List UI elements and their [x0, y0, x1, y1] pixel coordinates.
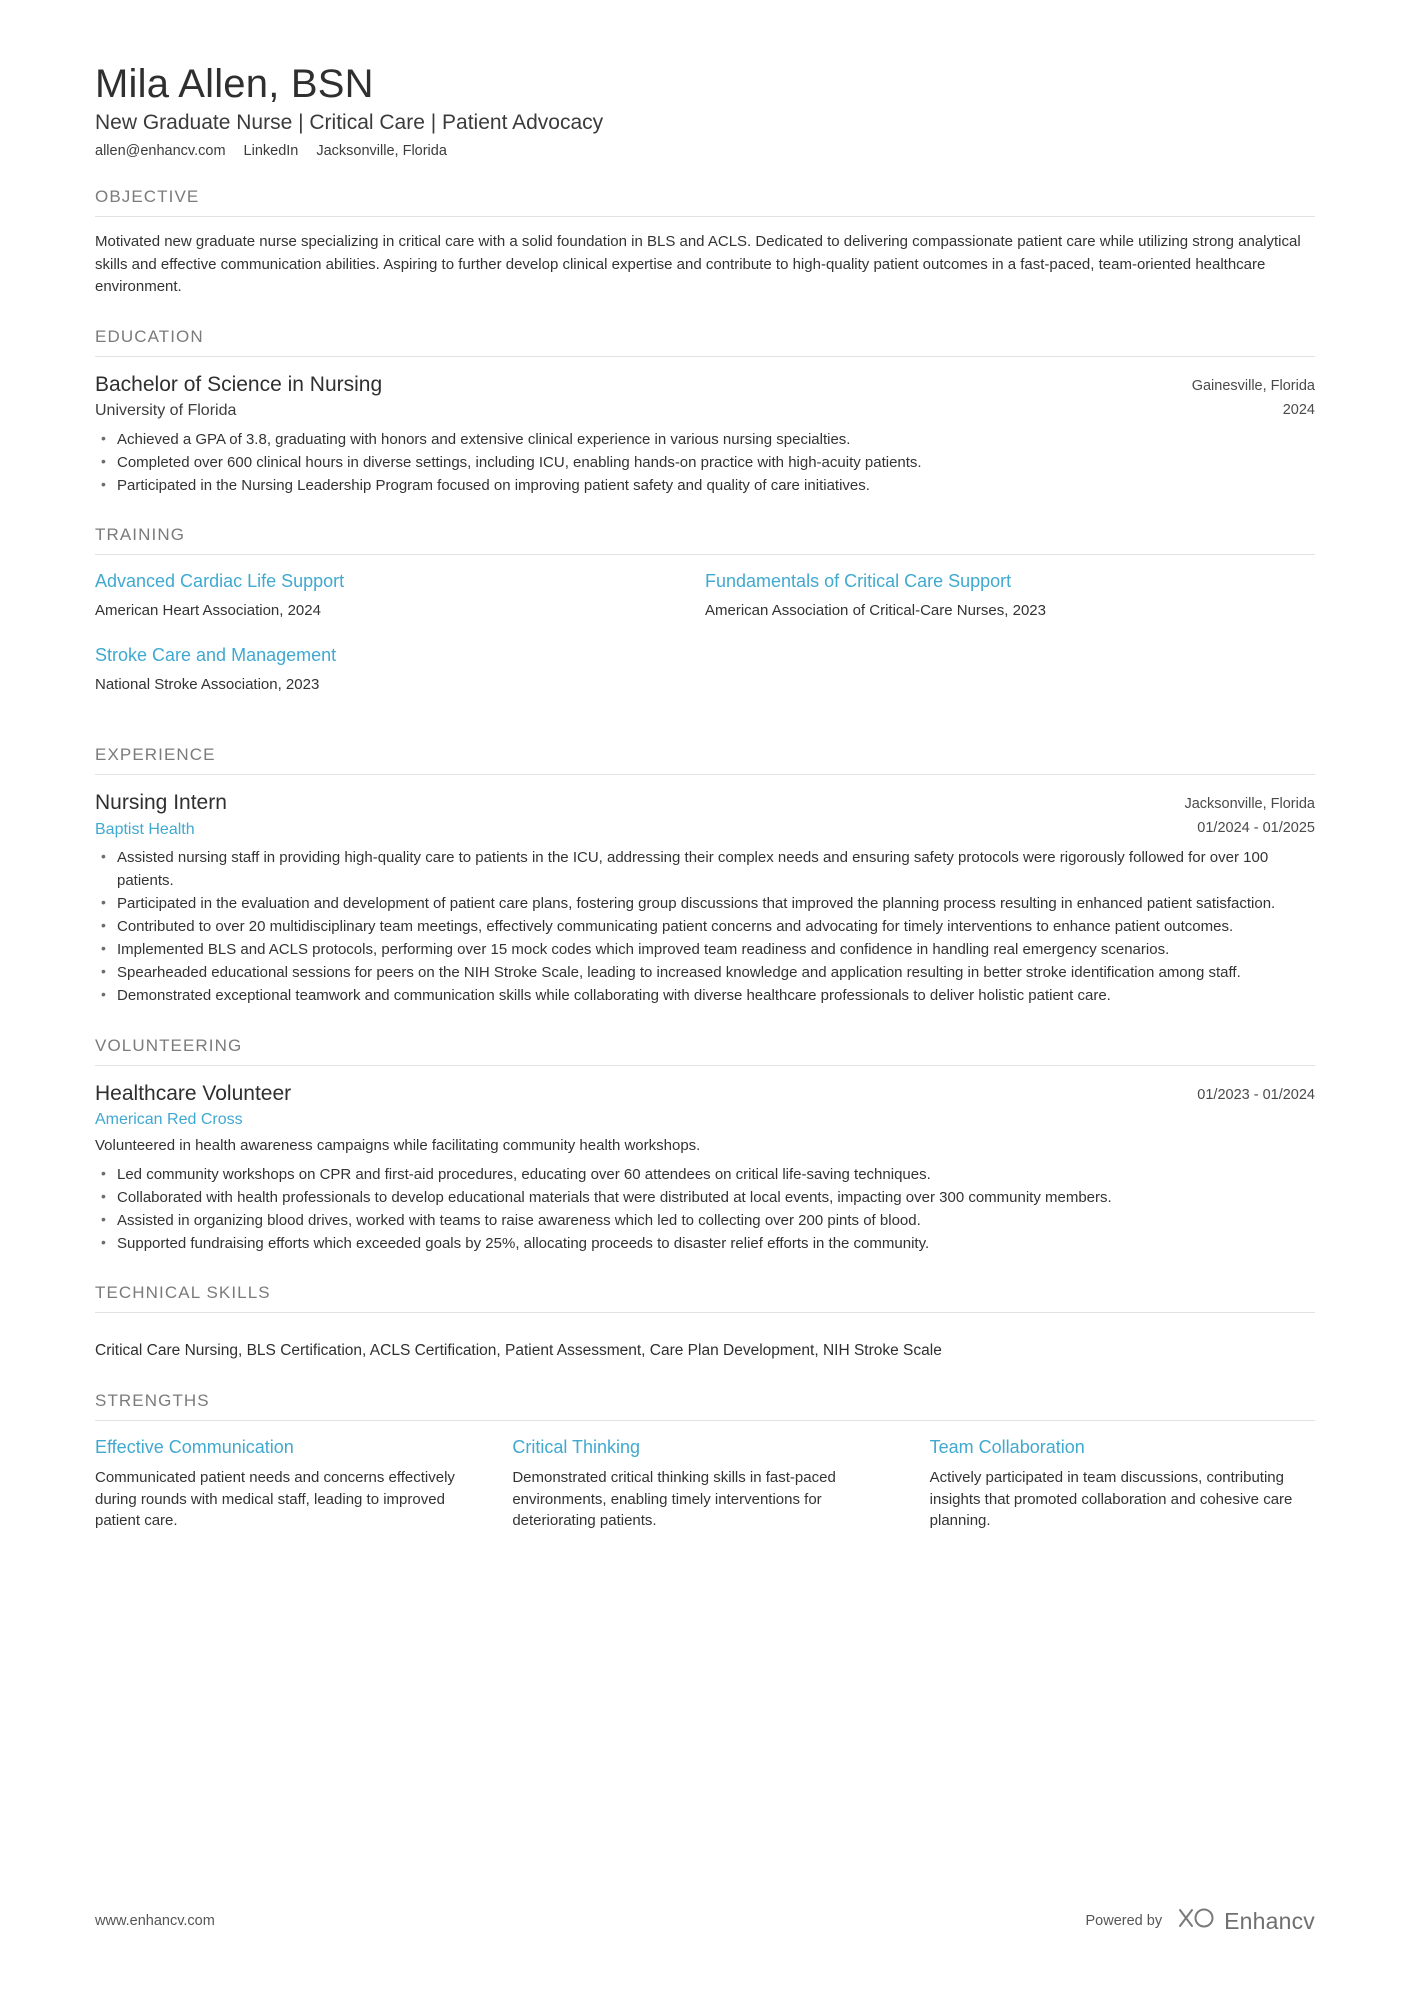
- objective-text: Motivated new graduate nurse specializing in critical care with a solid foundation in BLS and ACLS. Dedicated to delivering compassionate patient care while utilizing strong analytical skills and effective communication abilities. Aspiring to further develop clinical expertise and contribute to high-quality patient outcomes in a fast-paced, team-oriented healthcare environment.: [95, 233, 1301, 296]
- list-item: • Spearheaded educational sessions for peers on the NIH Stroke Scale, leading to increased knowledge and application resulting in better stroke identification among staff.: [95, 962, 1315, 984]
- footer-powered-by: [1086, 1905, 1316, 1937]
- section-title-objective: OBJECTIVE: [95, 187, 1315, 217]
- volunteering-entry-left: [95, 1080, 1197, 1132]
- list-item: • Assisted nursing staff in providing high-quality care to patients in the ICU, addressing their complex needs and ensuring safety protocols were rigorously followed for over 100 patients.: [95, 847, 1315, 891]
- contact-email[interactable]: allen@enhancv.com: [95, 143, 226, 160]
- volunteering-entry-head: [95, 1080, 1315, 1132]
- section-title-training: TRAINING: [95, 525, 1315, 555]
- volunteering-role: Healthcare Volunteer: [95, 1081, 292, 1105]
- section-education: [95, 327, 1315, 497]
- strength-text: Communicated patient needs and concerns effectively during rounds with medical staff, leading to improved patient care.: [95, 1468, 455, 1530]
- list-item: • Participated in the evaluation and development of patient care plans, fostering group discussions that improved the planning process resulting in enhanced patient satisfaction.: [95, 893, 1315, 915]
- education-degree: Bachelor of Science in Nursing: [95, 372, 383, 396]
- volunteering-bullets: [95, 1164, 1315, 1256]
- strength-item: [95, 1435, 480, 1532]
- contact-location: Jacksonville, Florida: [316, 143, 447, 160]
- experience-entry: [95, 789, 1315, 1007]
- candidate-headline: New Graduate Nurse | Critical Care | Patient Advocacy: [95, 111, 604, 134]
- strength-name: Team Collaboration: [929, 1436, 1085, 1457]
- education-school: University of Florida: [95, 402, 237, 420]
- education-bullets: [95, 429, 1315, 498]
- strength-item: [512, 1435, 897, 1532]
- strength-name: Effective Communication: [95, 1436, 294, 1457]
- strength-name: Critical Thinking: [512, 1436, 641, 1457]
- training-name: Advanced Cardiac Life Support: [95, 571, 345, 592]
- experience-meta: [1184, 789, 1315, 841]
- list-item: • Participated in the Nursing Leadership Program focused on improving patient safety and quality of care initiatives.: [95, 475, 1315, 497]
- section-title-technical-skills: TECHNICAL SKILLS: [95, 1283, 1315, 1313]
- candidate-name: Mila Allen, BSN: [95, 62, 374, 106]
- training-name: Fundamentals of Critical Care Support: [705, 571, 1012, 592]
- experience-entry-left: [95, 789, 1184, 841]
- section-volunteering: [95, 1036, 1315, 1256]
- strengths-grid: [95, 1435, 1315, 1532]
- training-provider: American Heart Association, 2024: [95, 602, 321, 620]
- section-training: [95, 525, 1315, 717]
- volunteering-entry: [95, 1080, 1315, 1256]
- education-entry-left: [95, 371, 1192, 423]
- volunteering-meta: [1197, 1080, 1315, 1108]
- contact-linkedin[interactable]: LinkedIn: [243, 143, 299, 160]
- resume-header: [95, 62, 1315, 159]
- contact-row: [95, 143, 1315, 159]
- experience-role: Nursing Intern: [95, 791, 227, 815]
- enhancv-wordmark: Enhancv: [1224, 1907, 1315, 1934]
- education-date: 2024: [1282, 401, 1315, 418]
- experience-company[interactable]: Baptist Health: [95, 820, 195, 838]
- list-item: • Demonstrated exceptional teamwork and communication skills while collaborating with diverse healthcare professionals to deliver holistic patient care.: [95, 985, 1315, 1007]
- volunteering-organization[interactable]: American Red Cross: [95, 1110, 243, 1128]
- list-item: • Collaborated with health professionals to develop educational materials that were distributed at local events, impacting over 300 community members.: [95, 1187, 1315, 1209]
- enhancv-brand: [1176, 1905, 1315, 1937]
- section-strengths: [95, 1391, 1315, 1532]
- section-title-education: EDUCATION: [95, 327, 1315, 357]
- strength-text: Demonstrated critical thinking skills in fast-paced environments, enabling timely interventions for deteriorating patients.: [512, 1468, 836, 1530]
- list-item: • Contributed to over 20 multidisciplinary team meetings, effectively communicating patient concerns and advocating for timely interventions to enhance patient outcomes.: [95, 916, 1315, 938]
- section-title-strengths: STRENGTHS: [95, 1391, 1315, 1421]
- training-name: Stroke Care and Management: [95, 645, 337, 666]
- section-objective: [95, 187, 1315, 299]
- section-technical-skills: [95, 1283, 1315, 1362]
- section-experience: [95, 745, 1315, 1007]
- resume-footer: [95, 1905, 1315, 1937]
- training-grid: [95, 569, 1315, 717]
- education-location: Gainesville, Florida: [1191, 377, 1315, 394]
- section-title-volunteering: VOLUNTEERING: [95, 1036, 1315, 1066]
- training-provider: American Association of Critical-Care Nurses, 2023: [705, 602, 1046, 620]
- training-item: [95, 643, 705, 695]
- experience-bullets: [95, 847, 1315, 1007]
- list-item: • Completed over 600 clinical hours in diverse settings, including ICU, enabling hands-on practice with high-acuity patients.: [95, 452, 1315, 474]
- list-item: • Supported fundraising efforts which exceeded goals by 25%, allocating proceeds to disaster relief efforts in the community.: [95, 1233, 1315, 1255]
- enhancv-logo-icon: [1176, 1905, 1216, 1937]
- list-item: • Achieved a GPA of 3.8, graduating with honors and extensive clinical experience in various nursing specialties.: [95, 429, 1315, 451]
- training-item: [705, 569, 1315, 621]
- volunteering-date: 01/2023 - 01/2024: [1197, 1086, 1315, 1103]
- strength-text: Actively participated in team discussions, contributing insights that promoted collaboration and cohesive care planning.: [929, 1468, 1293, 1530]
- experience-entry-head: [95, 789, 1315, 841]
- volunteering-summary: Volunteered in health awareness campaigns while facilitating community health workshops.: [95, 1137, 701, 1155]
- experience-location: Jacksonville, Florida: [1184, 796, 1315, 813]
- section-title-experience: EXPERIENCE: [95, 745, 1315, 775]
- training-item: [95, 569, 705, 621]
- education-entry: [95, 371, 1315, 497]
- experience-date: 01/2024 - 01/2025: [1197, 820, 1315, 837]
- technical-skills-list: Critical Care Nursing, BLS Certification, ACLS Certification, Patient Assessment, Care Plan Development, NIH Stroke Scale: [95, 1342, 942, 1360]
- education-entry-head: [95, 371, 1315, 423]
- strength-item: [930, 1435, 1315, 1532]
- training-provider: National Stroke Association, 2023: [95, 676, 320, 694]
- footer-website[interactable]: www.enhancv.com: [95, 1913, 215, 1929]
- list-item: • Implemented BLS and ACLS protocols, performing over 15 mock codes which improved team readiness and confidence in handling real emergency scenarios.: [95, 939, 1315, 961]
- list-item: • Assisted in organizing blood drives, worked with teams to raise awareness which led to collecting over 200 pints of blood.: [95, 1210, 1315, 1232]
- education-meta: [1192, 371, 1315, 423]
- powered-by-label: Powered by: [1085, 1913, 1163, 1929]
- list-item: • Led community workshops on CPR and first-aid procedures, educating over 60 attendees on critical life-saving techniques.: [95, 1164, 1315, 1186]
